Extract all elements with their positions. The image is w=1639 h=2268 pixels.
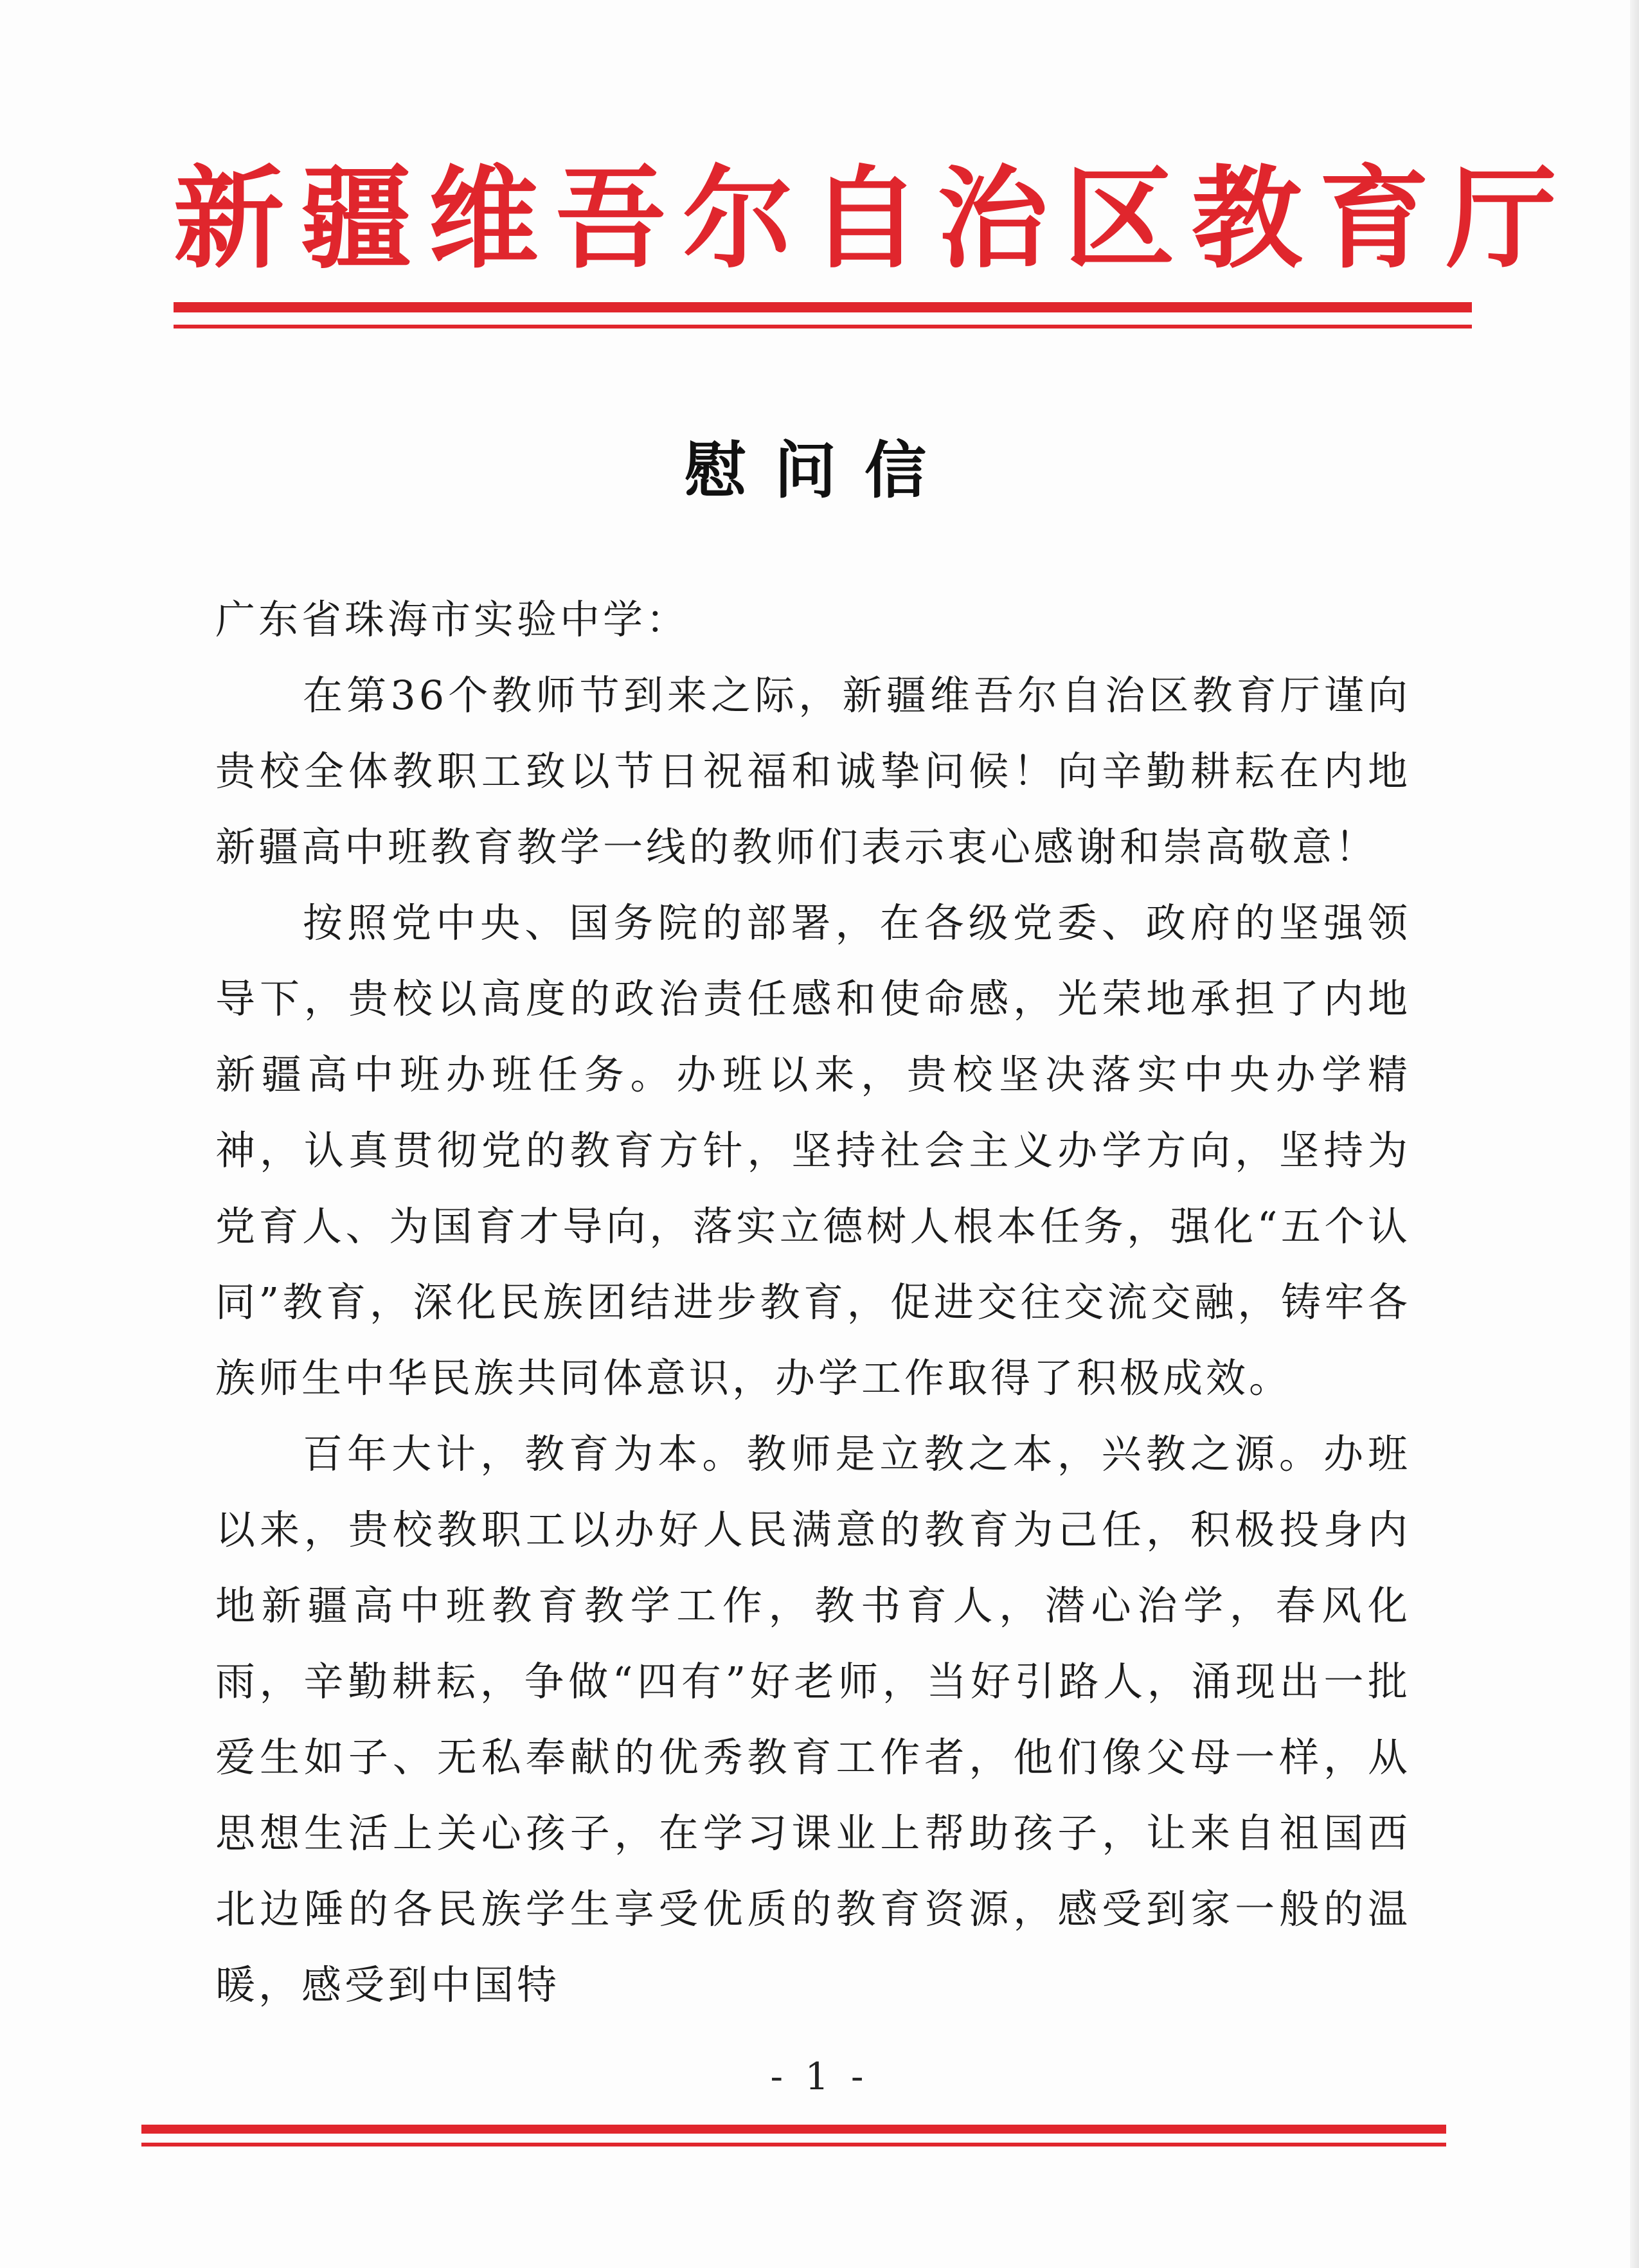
footer-rule-thick: [141, 2125, 1446, 2134]
document-title: 慰问信: [685, 434, 954, 507]
document-body: [215, 582, 1411, 2023]
letterhead-title: 新疆维吾尔自治区教育厅: [174, 153, 1573, 284]
footer-rule-thin: [141, 2143, 1446, 2146]
letterhead-rule-thin: [174, 325, 1472, 328]
salutation: 广东省珠海市实验中学：: [215, 596, 690, 643]
page-number: - 1 -: [770, 2055, 869, 2098]
body-paragraph-3: 百年大计，教育为本。教师是立教之本，兴教之源。办班以来，贵校教职工以办好人民满意的教育为己任，积极投身内地新疆高中班教育教学工作，教书育人，潜心治学，春风化雨，辛勤耕耘，争做“四有”好老师，当好引路人，涌现出一批爱生如子、无私奉献的优秀教育工作者，他们像父母一样，从思想生活上关心孩子，在学习课业上帮助孩子，让来自祖国西北边陲的各民族学生享受优质的教育资源，感受到家一般的温暖，感受到中国特: [215, 1430, 1411, 2008]
body-paragraph-2: 按照党中央、国务院的部署，在各级党委、政府的坚强领导下，贵校以高度的政治责任感和使命感，光荣地承担了内地新疆高中班办班任务。办班以来，贵校坚决落实中央办学精神，认真贯彻党的教育方针，坚持社会主义办学方向，坚持为党育人、为国育才导向，落实立德树人根本任务，强化“五个认同”教育，深化民族团结进步教育，促进交往交流交融，铸牢各族师生中华民族共同体意识，办学工作取得了积极成效。: [215, 899, 1411, 1401]
body-paragraph-1: 在第36个教师节到来之际，新疆维吾尔自治区教育厅谨向贵校全体教职工致以节日祝福和诚挚问候！向辛勤耕耘在内地新疆高中班教育教学一线的教师们表示衷心感谢和崇高敬意！: [215, 672, 1411, 870]
scan-edge-shadow: [1630, 0, 1639, 2268]
letterhead-rule-thick: [174, 302, 1472, 312]
